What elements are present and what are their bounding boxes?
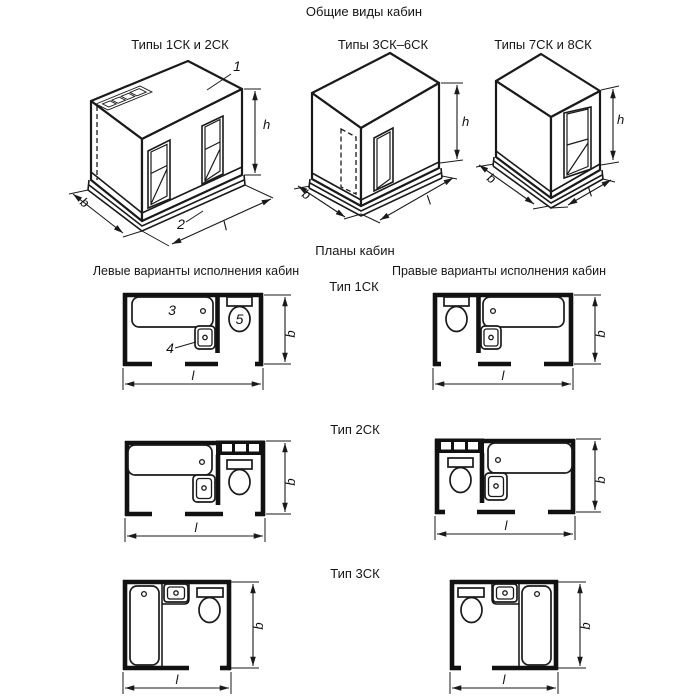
washbasin: [485, 473, 507, 500]
dimension-height: [601, 86, 624, 165]
toilet: [444, 297, 469, 332]
drain: [201, 309, 206, 314]
caption-types-7sk-8sk: Типы 7СК и 8СК: [494, 37, 592, 52]
plan-1sk-right: [428, 290, 613, 398]
washbasin: [195, 326, 215, 349]
vent-unit: [435, 439, 484, 454]
svg-text:h: h: [263, 117, 271, 132]
cabin-room: [435, 439, 575, 515]
dimension-length: [123, 368, 263, 390]
cabin-room: [123, 580, 231, 670]
plan-1sk-left: [118, 290, 303, 398]
svg-text:b: b: [593, 330, 608, 338]
iso-view-types-1sk-2sk: [60, 50, 285, 250]
dimension-length: [123, 672, 231, 694]
dimension-height: [244, 89, 270, 175]
toilet: [197, 588, 223, 623]
svg-text:b: b: [593, 476, 608, 484]
iso-view-types-7sk-8sk: [475, 48, 650, 218]
caption-types-3sk-6sk: Типы 3СК–6СК: [337, 37, 429, 52]
toilet: [448, 458, 473, 493]
svg-text:l: l: [584, 184, 595, 200]
svg-text:l: l: [423, 192, 434, 208]
svg-text:b: b: [299, 186, 314, 203]
svg-text:b: b: [251, 622, 266, 630]
plan-3sk-right: [445, 578, 600, 700]
svg-text:l: l: [194, 520, 198, 535]
bathtub: [488, 443, 572, 473]
sheet-title: Общие виды кабин: [305, 4, 423, 19]
svg-text:b: b: [283, 330, 298, 338]
svg-text:l: l: [501, 368, 505, 383]
part-label-washbasin: [166, 340, 196, 356]
vent-unit: [216, 441, 265, 456]
cabin-box: [88, 61, 245, 234]
caption-type-2sk: Тип 2СК: [330, 422, 380, 437]
plan-3sk-left: [118, 578, 273, 700]
dimension-width: [264, 295, 298, 364]
plans-title: Планы кабин: [315, 243, 395, 258]
svg-text:4: 4: [166, 340, 174, 356]
washbasin: [193, 475, 215, 502]
plan-2sk-right: [428, 434, 613, 546]
cabin-box: [309, 53, 442, 216]
dimension-length: [450, 672, 558, 694]
caption-right-variants: Правые варианты исполнения кабин: [391, 264, 607, 278]
plan-2sk-left: [118, 436, 303, 548]
svg-text:b: b: [77, 194, 93, 211]
dimension-width: [558, 582, 593, 668]
svg-text:2: 2: [177, 216, 185, 232]
caption-type-3sk: Тип 3СК: [330, 566, 380, 581]
part-label-toilet: 5: [235, 311, 244, 327]
toilet: [227, 460, 252, 495]
dimension-width: [266, 441, 298, 514]
dimension-length: [435, 516, 575, 540]
bathtub: [128, 445, 212, 475]
dimension-height: [440, 83, 469, 163]
svg-text:l: l: [175, 672, 179, 687]
svg-text:1: 1: [233, 58, 241, 74]
svg-text:l: l: [220, 218, 230, 234]
cabin-room: [123, 293, 263, 366]
iso-view-types-3sk-6sk: [290, 48, 475, 228]
svg-text:l: l: [504, 518, 508, 533]
svg-text:b: b: [283, 478, 298, 486]
washbasin: [481, 326, 501, 349]
svg-text:h: h: [462, 114, 470, 129]
svg-text:l: l: [502, 672, 506, 687]
caption-type-1sk: Тип 1СК: [329, 279, 379, 294]
part-label-bath: 3: [168, 302, 176, 318]
bathtub: [522, 586, 551, 665]
dimension-length: [433, 368, 573, 390]
dimension-width: [231, 582, 266, 668]
svg-text:b: b: [484, 170, 499, 187]
dimension-length: [125, 518, 265, 542]
bathtub: [483, 297, 564, 327]
washbasin: [492, 584, 519, 604]
toilet: [458, 588, 484, 623]
cabin-room: [433, 293, 573, 366]
washbasin: [162, 584, 189, 604]
dimension-width: [576, 439, 608, 512]
bathtub: [130, 586, 159, 665]
svg-text:l: l: [191, 368, 195, 383]
cabin-room: [450, 580, 558, 670]
svg-text:b: b: [578, 622, 593, 630]
caption-types-1sk-2sk: Типы 1СК и 2СК: [131, 37, 229, 52]
cabin-room: [125, 441, 265, 517]
svg-text:h: h: [617, 112, 625, 127]
dimension-width: [574, 295, 608, 364]
caption-left-variants: Левые варианты исполнения кабин: [92, 264, 300, 278]
